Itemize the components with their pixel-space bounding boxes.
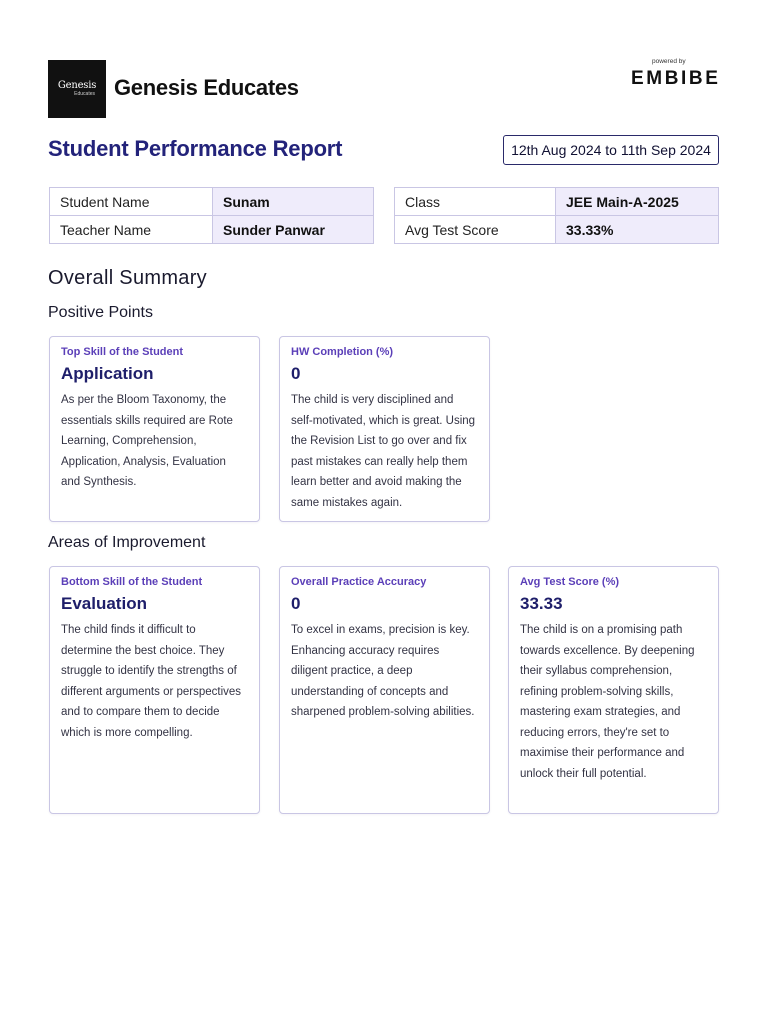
card-description: As per the Bloom Taxonomy, the essentials skills required are Rote Learning, Comprehension, Application, Analysis, Evaluation and Synthesis. — [61, 394, 233, 488]
avg-test-score-card — [508, 566, 719, 814]
student-info-table — [49, 187, 374, 244]
top-skill-card — [49, 336, 260, 522]
info-value: JEE Main-A-2025 — [556, 188, 719, 216]
card-value: Application — [61, 364, 154, 383]
date-range-badge: 12th Aug 2024 to 11th Sep 2024 — [503, 135, 719, 165]
embibe-logo: EMBIBE — [631, 68, 721, 89]
practice-accuracy-card — [279, 566, 490, 814]
bottom-skill-card — [49, 566, 260, 814]
info-row-class — [395, 188, 719, 216]
card-value: 33.33 — [520, 594, 563, 613]
page-title: Student Performance Report — [48, 136, 343, 161]
logo-wordmark: Genesis — [57, 80, 97, 91]
hw-completion-card — [279, 336, 490, 522]
info-label: Teacher Name — [50, 216, 213, 244]
info-row-avg-test-score — [395, 216, 719, 244]
card-label: Overall Practice Accuracy — [291, 576, 427, 588]
info-row-teacher-name — [50, 216, 374, 244]
card-value: Evaluation — [61, 594, 147, 613]
card-value: 0 — [291, 594, 301, 613]
info-row-student-name — [50, 188, 374, 216]
class-info-table — [394, 187, 719, 244]
card-label: Avg Test Score (%) — [520, 576, 620, 588]
info-value: 33.33% — [556, 216, 719, 244]
card-label: Top Skill of the Student — [61, 346, 184, 358]
card-label: HW Completion (%) — [291, 346, 394, 358]
brand-name: Genesis Educates — [114, 75, 299, 100]
card-label: Bottom Skill of the Student — [61, 576, 203, 588]
info-label: Class — [395, 188, 556, 216]
card-value: 0 — [291, 364, 301, 383]
card-description: The child is on a promising path towards excellence. By deepening their syllabus comprehension, refining problem-solving skills, mastering exam strategies, and reducing errors, they're set to maximise their performance and unlock their full potential. — [520, 624, 695, 780]
card-description: To excel in exams, precision is key. Enhancing accuracy requires diligent practice, a deep understanding of concepts and sharpened problem-solving abilities. — [291, 624, 475, 718]
info-label: Student Name — [50, 188, 213, 216]
powered-by-label: powered by — [652, 58, 686, 65]
overall-summary-heading: Overall Summary — [48, 267, 207, 289]
info-value: Sunder Panwar — [213, 216, 374, 244]
genesis-logo — [48, 60, 106, 118]
info-label: Avg Test Score — [395, 216, 556, 244]
areas-of-improvement-heading: Areas of Improvement — [48, 534, 206, 551]
logo-subtext: Educates — [74, 91, 95, 97]
info-value: Sunam — [213, 188, 374, 216]
card-description: The child is very disciplined and self-motivated, which is great. Using the Revision List to go over and fix past mistakes can really help them learn better and avoid making the same mistakes again. — [291, 394, 476, 509]
positive-points-heading: Positive Points — [48, 304, 153, 321]
card-description: The child finds it difficult to determine the best choice. They struggle to identify the strengths of different arguments or perspectives and to compare them to decide which is more compelling. — [61, 624, 242, 739]
